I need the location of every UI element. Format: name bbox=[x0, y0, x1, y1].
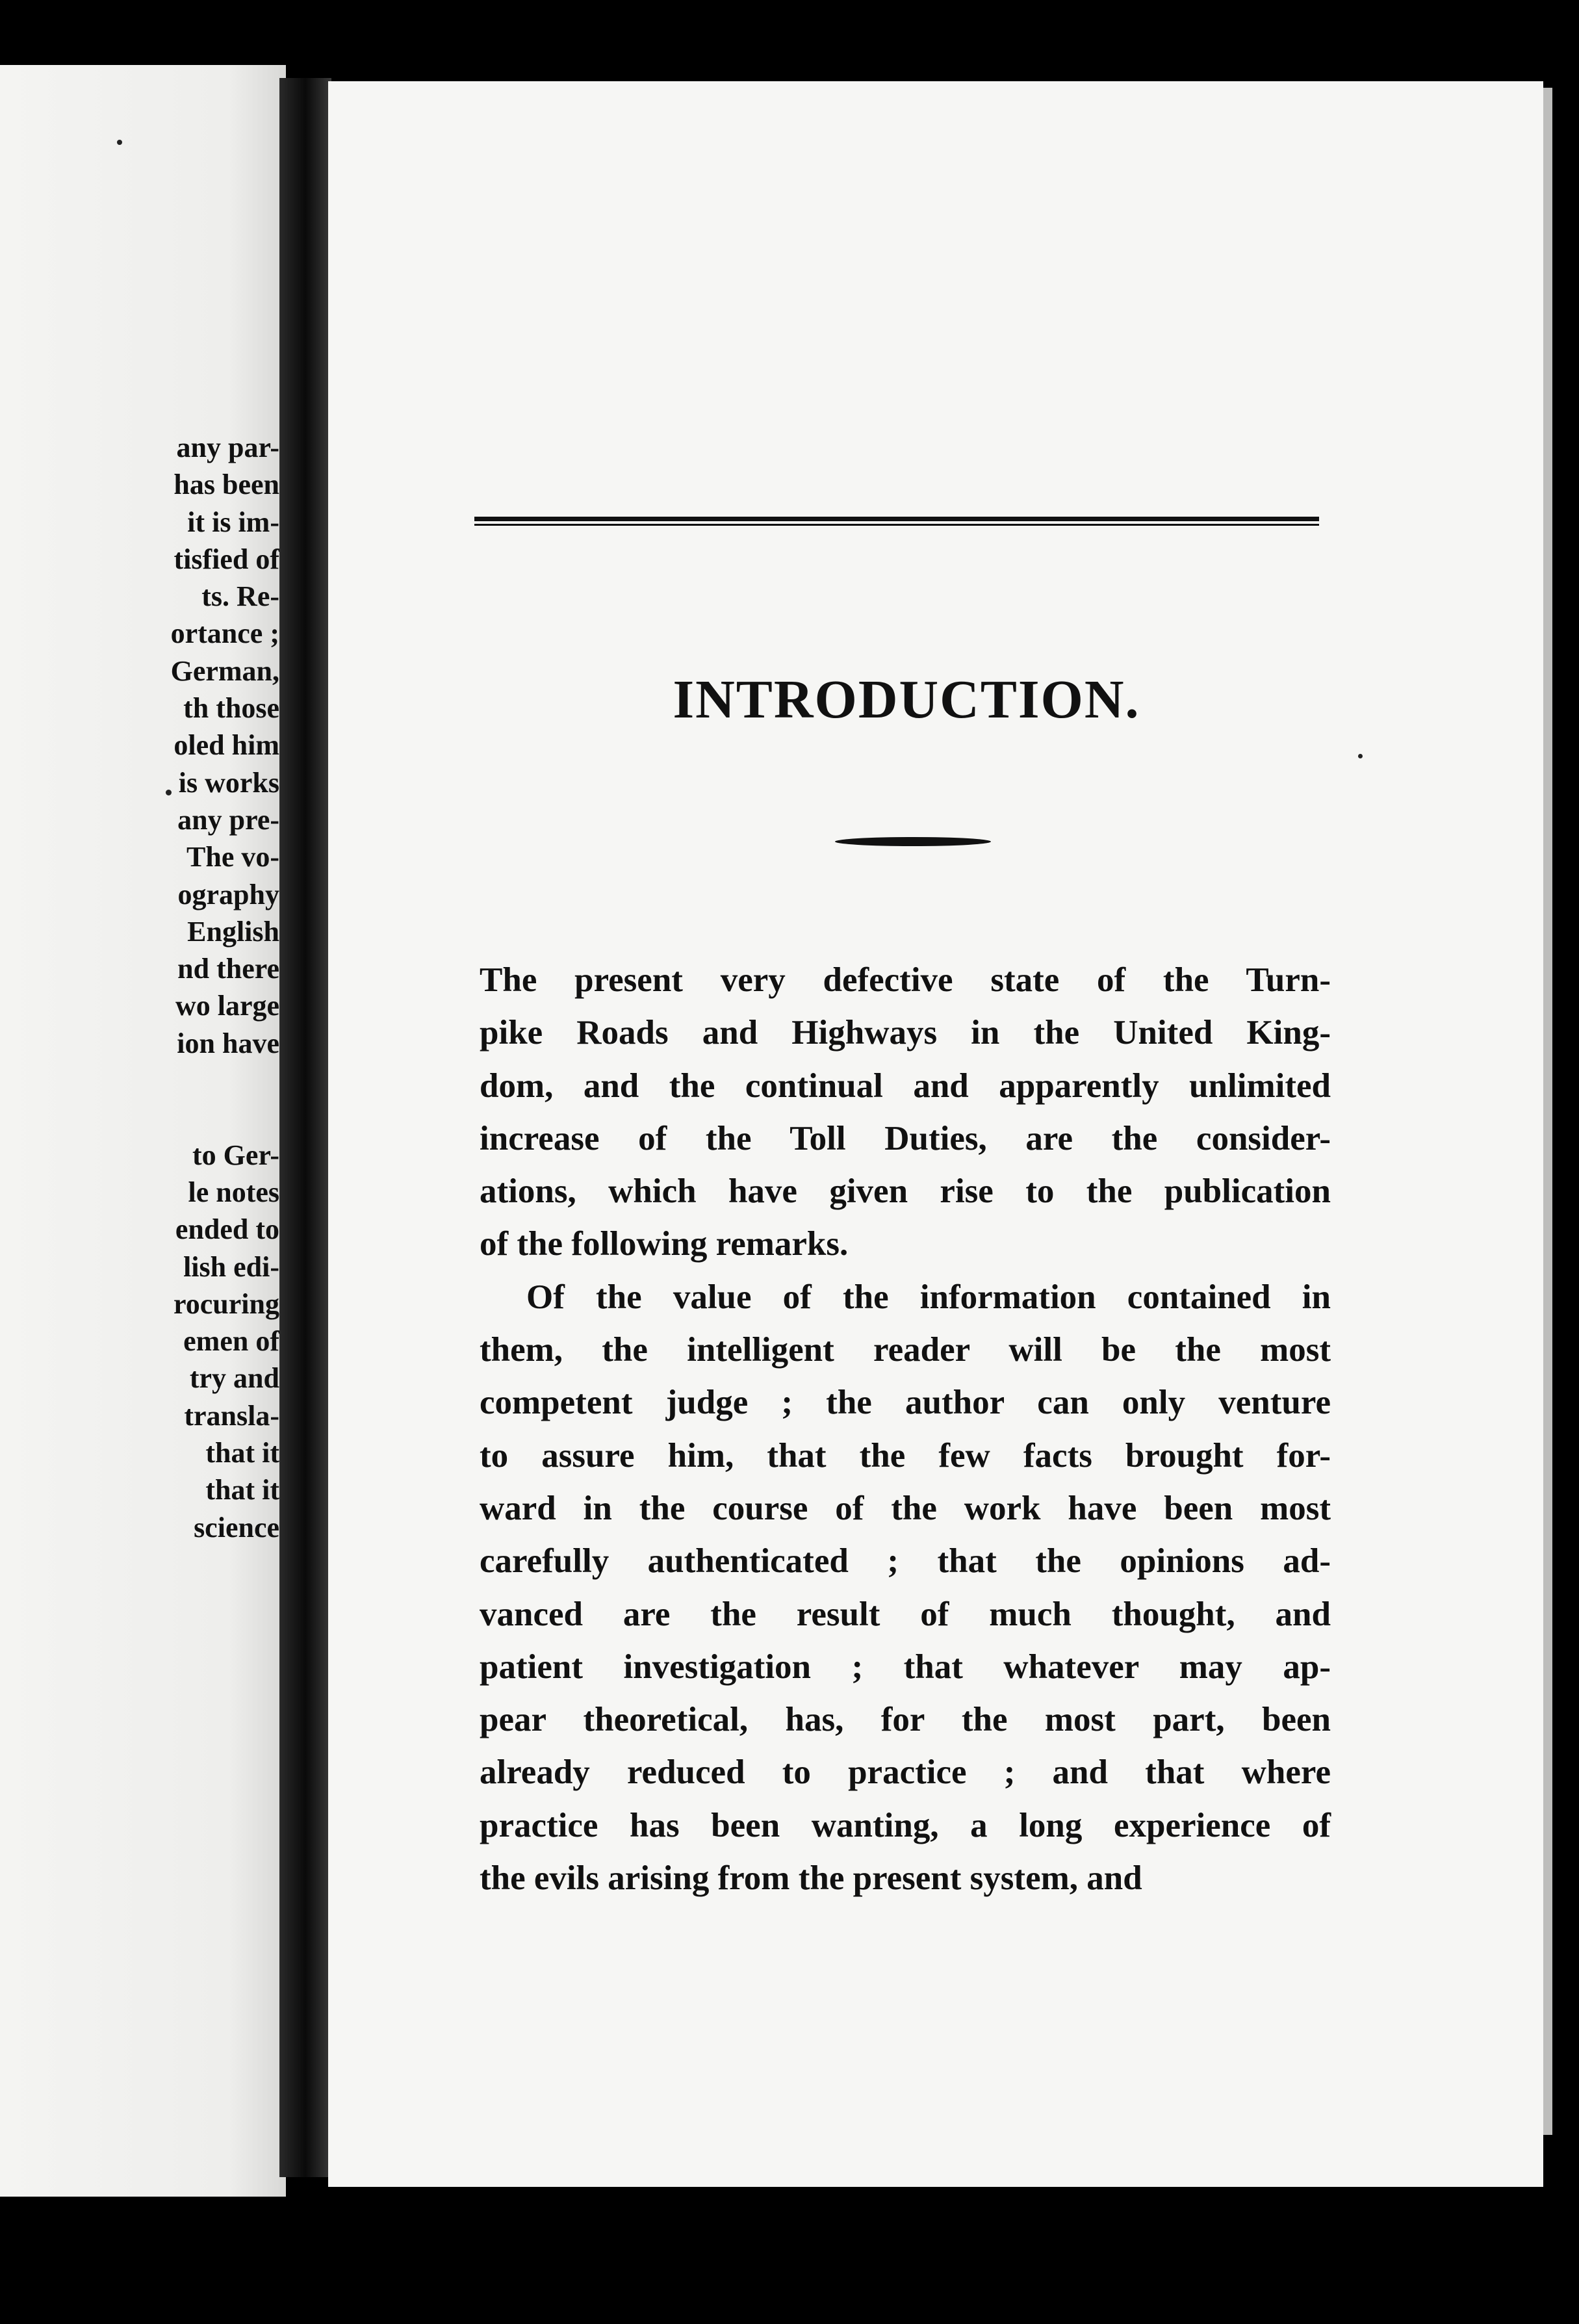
left-page-line: th those bbox=[183, 692, 279, 725]
text-line: the evils arising from the present system, and bbox=[480, 1859, 1142, 1898]
text-line: already reduced to practice ; and that where bbox=[480, 1753, 1331, 1792]
left-page-line: is works bbox=[178, 766, 279, 799]
text-line: increase of the Toll Duties, are the consider- bbox=[480, 1119, 1331, 1157]
left-page-line: nd there bbox=[177, 953, 279, 985]
left-page-line: German, bbox=[170, 654, 279, 687]
left-page-line: ortance ; bbox=[170, 617, 279, 650]
page-title: INTRODUCTION. bbox=[673, 669, 1140, 730]
left-page-line: any par- bbox=[176, 432, 279, 463]
text-line: ward in the course of the work have been most bbox=[480, 1489, 1331, 1527]
text-line: carefully authenticated ; that the opinions ad- bbox=[480, 1542, 1331, 1581]
left-page-line: that it bbox=[205, 1474, 279, 1506]
text-line: ations, which have given rise to the publication bbox=[480, 1172, 1331, 1211]
left-page-line: it is im- bbox=[187, 506, 279, 538]
left-page-line: science bbox=[194, 1511, 279, 1543]
left-page-line: ion have bbox=[177, 1027, 279, 1059]
left-page-line: English bbox=[187, 915, 279, 948]
left-page-line: emen of bbox=[183, 1325, 279, 1358]
text-line: Of the value of the information contained in bbox=[526, 1278, 1331, 1316]
left-page-line: lish edi- bbox=[183, 1250, 279, 1283]
book-gutter bbox=[279, 78, 331, 2177]
body-text bbox=[480, 954, 1331, 1905]
left-page-line bbox=[0, 1062, 279, 1099]
left-page-line: try and bbox=[189, 1362, 279, 1395]
left-page-line: to Ger- bbox=[192, 1139, 279, 1171]
text-line: practice has been wanting, a long experience of bbox=[480, 1806, 1331, 1844]
left-page-line: has been bbox=[173, 469, 279, 501]
text-line: dom, and the continual and apparently unlimited bbox=[480, 1066, 1331, 1105]
left-page-line: ts. Re- bbox=[201, 580, 279, 613]
text-line: competent judge ; the author can only venture bbox=[480, 1384, 1331, 1422]
text-line: vanced are the result of much thought, and bbox=[480, 1595, 1331, 1633]
text-line: of the following remarks. bbox=[480, 1225, 849, 1263]
text-line: pear theoretical, has, for the most part, been bbox=[480, 1701, 1331, 1739]
scan-speck bbox=[1358, 754, 1363, 758]
left-page-line: transla- bbox=[184, 1399, 279, 1432]
header-rule bbox=[474, 517, 1319, 526]
left-page-line: ended to bbox=[175, 1213, 279, 1246]
left-page-line: The vo- bbox=[186, 841, 279, 873]
text-line: patient investigation ; that whatever may ap- bbox=[480, 1647, 1331, 1686]
text-line: pike Roads and Highways in the United King- bbox=[480, 1014, 1331, 1052]
left-page-line: le notes bbox=[188, 1176, 279, 1208]
text-line: The present very defective state of the Turn- bbox=[480, 961, 1331, 999]
left-page-line: that it bbox=[205, 1437, 279, 1469]
scan-speck bbox=[117, 140, 122, 145]
left-page-line: oled him bbox=[173, 729, 279, 762]
left-page-line: ography bbox=[177, 878, 279, 910]
left-page-line bbox=[0, 1099, 279, 1136]
left-page-line: tisfied of bbox=[173, 543, 279, 575]
scan-speck bbox=[166, 790, 172, 795]
text-line: to assure him, that the few facts brought for- bbox=[480, 1436, 1331, 1475]
page-edge bbox=[1543, 88, 1552, 2135]
left-page bbox=[0, 65, 286, 2197]
left-page-text bbox=[0, 429, 279, 1546]
ornament-rule bbox=[835, 837, 991, 846]
left-page-line: rocuring bbox=[173, 1287, 279, 1320]
text-line: them, the intelligent reader will be the most bbox=[480, 1331, 1331, 1369]
left-page-line: wo large bbox=[175, 990, 279, 1022]
left-page-line: any pre- bbox=[177, 803, 279, 836]
